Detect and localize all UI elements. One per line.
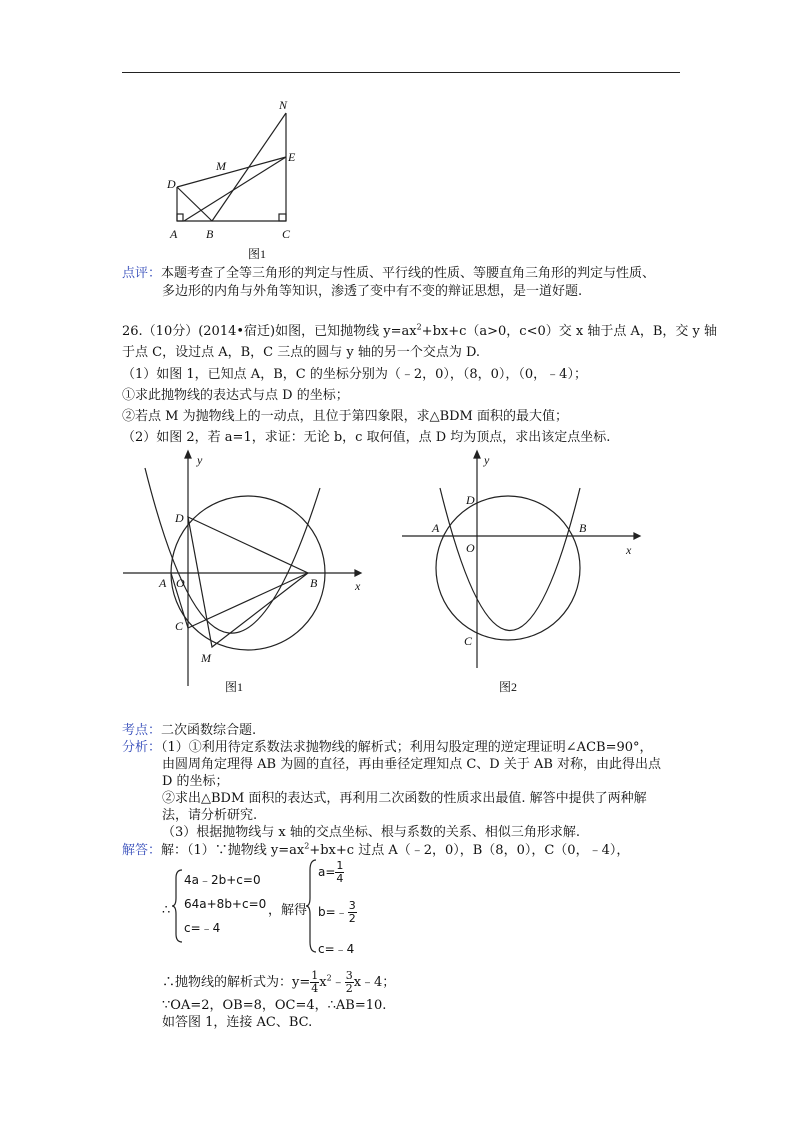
label-m: M: [201, 651, 211, 665]
therefore-symbol: ∴: [162, 903, 171, 918]
label-o: O: [176, 576, 185, 590]
top-rule: [122, 72, 680, 73]
equation-1: 4a﹣2b+c=0: [184, 873, 261, 887]
analysis-line-6: （3）根据抛物线与 x 轴的交点坐标、根与系数的关系、相似三角形求解.: [162, 825, 580, 840]
problem-line-6: （2）如图 2，若 a=1，求证：无论 b，c 取何值，点 D 均为顶点，求出该定点坐标.: [122, 430, 611, 445]
left-brace-2: [306, 858, 318, 954]
solution-a: a= $\frac{1}{4}$: [318, 859, 344, 885]
geometry-figure-1: [160, 95, 310, 265]
left-brace-1: [172, 868, 184, 944]
review-line-2: 多边形的内角与外角等知识，渗透了变中有不变的辩证思想，是一道好题.: [162, 284, 583, 299]
segment-ae: [184, 157, 286, 221]
analysis-line-5: 法，请分析研究.: [162, 808, 258, 823]
axis-label-x: x: [355, 579, 361, 593]
solution-c: c=﹣4: [318, 942, 355, 956]
label-m: M: [216, 159, 226, 173]
solution-tag: 解答：: [122, 843, 162, 858]
label-a: A: [159, 576, 167, 590]
kaodian-tag: 考点：: [122, 723, 162, 738]
problem-line-3: （1）如图 1，已知点 A，B，C 的坐标分别为（﹣2，0），（8，0），（0，﹣4）；: [122, 367, 587, 382]
connect-line: 如答图 1，连接 AC、BC.: [162, 1015, 313, 1030]
right-angle-a: [177, 214, 183, 221]
problem-line-4: ①求此抛物线的表达式与点 D 的坐标；: [122, 388, 349, 403]
axis-label-y: y: [484, 453, 490, 467]
analysis-line-1: 分析：（1）①利用待定系数法求抛物线的解析式；利用勾股定理的逆定理证明∠ACB=90°，: [122, 740, 653, 755]
label-b: B: [310, 576, 318, 590]
axis-label-y: y: [197, 453, 203, 467]
label-a: A: [170, 227, 178, 241]
figure-caption: 图1: [248, 247, 267, 261]
label-n: N: [279, 98, 288, 112]
fraction-quarter: $\frac{1}{4}$: [311, 969, 319, 995]
x-axis-arrow: [634, 533, 640, 539]
parabola-figure-2: [398, 448, 648, 698]
solve-word: ，解得: [268, 903, 308, 918]
analysis-tag: 分析：: [122, 740, 162, 755]
figure-caption: 图2: [499, 680, 518, 694]
y-axis-arrow: [474, 451, 480, 458]
kaodian-line: 考点：二次函数综合题.: [122, 723, 257, 738]
analysis-line-2: 由圆周角定理得 AB 为圆的直径，再由垂径定理知点 C、D 关于 AB 对称，由此得出点: [162, 757, 662, 772]
parabola-curve: [145, 468, 320, 633]
parabola-curve: [440, 488, 580, 631]
review-tag: 点评：: [122, 266, 162, 281]
label-c: C: [464, 634, 473, 648]
fraction-a: $\frac{1}{4}$: [336, 859, 344, 885]
solution-b: b=﹣ $\frac{3}{2}$: [318, 899, 356, 925]
lengths-line: ∵OA=2，OB=8，OC=4，∴AB=10.: [162, 998, 387, 1013]
y-axis-arrow: [185, 451, 191, 458]
label-c: C: [282, 227, 291, 241]
analysis-line-3: D 的坐标；: [162, 774, 229, 789]
problem-header: 26.（10分）(2014•宿迁)如图，已知抛物线 $y=ax^2+bx+c(a>0$，c<0）交 x 轴于点 A，B，交 y 轴: [122, 322, 718, 339]
solution-line-1: 解答：解：（1）∵抛物线 $y=ax^2+bx+c$ 过点 A（﹣2，0），B（8，0），C（0，﹣4），: [122, 841, 630, 858]
label-d: D: [466, 493, 475, 507]
parabola-figure-1: [115, 448, 375, 698]
segment-db: [177, 187, 212, 221]
parabola-expression-line: ∴抛物线的解析式为：y= $\frac{1}{4}$ $x^2﹣$ $\frac{3}{2}$ x﹣4；: [162, 969, 396, 995]
fraction-three-halves: $\frac{3}{2}$: [345, 969, 353, 995]
figure-caption: 图1: [225, 680, 244, 694]
x-axis-arrow: [355, 570, 361, 576]
review-line-1: 点评：本题考查了全等三角形的判定与性质、平行线的性质、等腰直角三角形的判定与性质、: [122, 266, 656, 281]
solution-values: [318, 860, 357, 957]
label-b: B: [579, 521, 587, 535]
equation-2: 64a+8b+c=0: [184, 897, 267, 911]
equation-3: c=﹣4: [184, 921, 221, 935]
label-c: C: [175, 619, 184, 633]
equation-system: [184, 872, 266, 936]
circle-abc: [436, 496, 580, 640]
label-a: A: [432, 521, 440, 535]
label-b: B: [206, 227, 214, 241]
analysis-line-4: ②求出△BDM 面积的表达式，再利用二次函数的性质求出最值. 解答中提供了两种解: [162, 791, 647, 806]
fraction-b: $\frac{3}{2}$: [348, 899, 356, 925]
label-d: D: [175, 511, 184, 525]
label-o: O: [466, 541, 475, 555]
segment-de: [177, 157, 286, 187]
problem-line-2: 于点 C，设过点 A，B，C 三点的圆与 y 轴的另一个交点为 D.: [122, 345, 481, 360]
right-angle-c: [279, 214, 286, 221]
axis-label-x: x: [626, 543, 632, 557]
problem-line-5: ②若点 M 为抛物线上的一动点，且位于第四象限，求△BDM 面积的最大值；: [122, 409, 568, 424]
label-d: D: [167, 177, 176, 191]
label-e: E: [288, 150, 296, 164]
